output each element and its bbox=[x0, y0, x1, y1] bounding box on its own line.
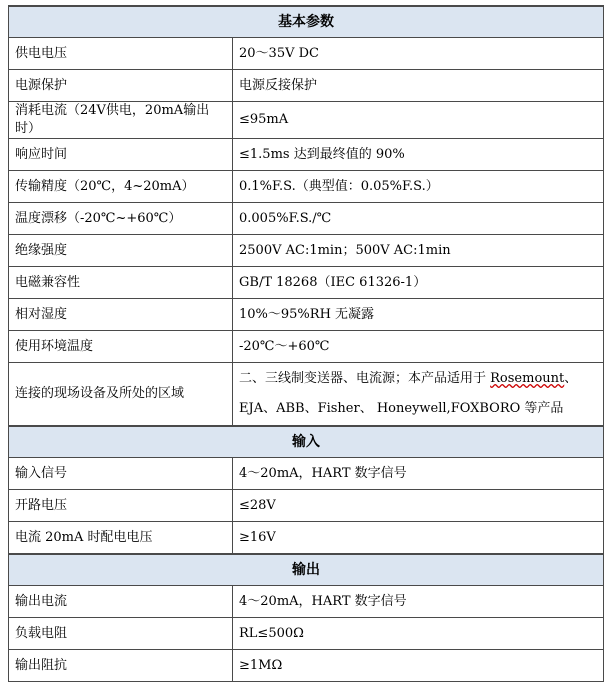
row-value: 电源反接保护 bbox=[233, 70, 604, 102]
table-row bbox=[9, 38, 604, 70]
table-row bbox=[9, 458, 604, 490]
row-value: 4～20mA，HART 数字信号 bbox=[233, 586, 604, 618]
row-value: RL≤500Ω bbox=[233, 618, 604, 650]
row-label: 响应时间 bbox=[9, 139, 233, 171]
row-value: ≥16V bbox=[233, 522, 604, 555]
row-label: 连接的现场设备及所处的区域 bbox=[9, 363, 233, 427]
row-value: 2500V AC:1min；500V AC:1min bbox=[233, 235, 604, 267]
row-label: 负载电阻 bbox=[9, 618, 233, 650]
row-label: 输出电流 bbox=[9, 586, 233, 618]
row-label: 相对湿度 bbox=[9, 299, 233, 331]
row-label: 输出阻抗 bbox=[9, 650, 233, 682]
row-label: 供电电压 bbox=[9, 38, 233, 70]
table-row bbox=[9, 618, 604, 650]
value-line1-sep: 、 bbox=[564, 371, 578, 386]
table-row-devices bbox=[9, 363, 604, 427]
row-value: 10%～95%RH 无凝露 bbox=[233, 299, 604, 331]
value-line2-text: EJA、ABB、Fisher、 Honeywell,FOXBORO 等产品 bbox=[239, 401, 564, 416]
row-label: 绝缘强度 bbox=[9, 235, 233, 267]
section-header-output bbox=[9, 554, 604, 586]
row-value: 0.1%F.S.（典型值：0.05%F.S.） bbox=[233, 171, 604, 203]
value-line1-text: 二、三线制变送器、电流源；本产品适用于 bbox=[239, 371, 491, 386]
section-title: 输出 bbox=[9, 554, 604, 586]
row-label: 消耗电流（24V供电，20mA输出时） bbox=[9, 102, 233, 139]
row-value: 0.005%F.S./℃ bbox=[233, 203, 604, 235]
table-row bbox=[9, 331, 604, 363]
table-row bbox=[9, 70, 604, 102]
section-title: 输入 bbox=[9, 426, 604, 458]
row-value: ≥1MΩ bbox=[233, 650, 604, 682]
table-row bbox=[9, 171, 604, 203]
row-value: GB/T 18268（IEC 61326-1） bbox=[233, 267, 604, 299]
row-value bbox=[233, 363, 604, 427]
spec-table bbox=[8, 5, 604, 682]
table-row bbox=[9, 203, 604, 235]
table-row bbox=[9, 139, 604, 171]
row-label: 温度漂移（-20℃~+60℃） bbox=[9, 203, 233, 235]
value-line1-brand: Rosemount bbox=[490, 371, 565, 386]
row-value: ≤95mA bbox=[233, 102, 604, 139]
table-row bbox=[9, 102, 604, 139]
table-row bbox=[9, 299, 604, 331]
row-value: 4～20mA，HART 数字信号 bbox=[233, 458, 604, 490]
table-row bbox=[9, 522, 604, 555]
section-title: 基本参数 bbox=[9, 6, 604, 38]
row-label: 输入信号 bbox=[9, 458, 233, 490]
row-value: -20℃～+60℃ bbox=[233, 331, 604, 363]
table-row bbox=[9, 586, 604, 618]
row-value: 20～35V DC bbox=[233, 38, 604, 70]
section-header-input bbox=[9, 426, 604, 458]
row-label: 开路电压 bbox=[9, 490, 233, 522]
row-label: 电磁兼容性 bbox=[9, 267, 233, 299]
row-label: 使用环境温度 bbox=[9, 331, 233, 363]
row-label: 电源保护 bbox=[9, 70, 233, 102]
row-value: ≤28V bbox=[233, 490, 604, 522]
row-label: 传输精度（20℃，4~20mA） bbox=[9, 171, 233, 203]
table-row bbox=[9, 490, 604, 522]
section-header-basic bbox=[9, 6, 604, 38]
row-label: 电流 20mA 时配电电压 bbox=[9, 522, 233, 555]
row-value: ≤1.5ms 达到最终值的 90% bbox=[233, 139, 604, 171]
table-row bbox=[9, 650, 604, 682]
table-row bbox=[9, 267, 604, 299]
table-row bbox=[9, 235, 604, 267]
